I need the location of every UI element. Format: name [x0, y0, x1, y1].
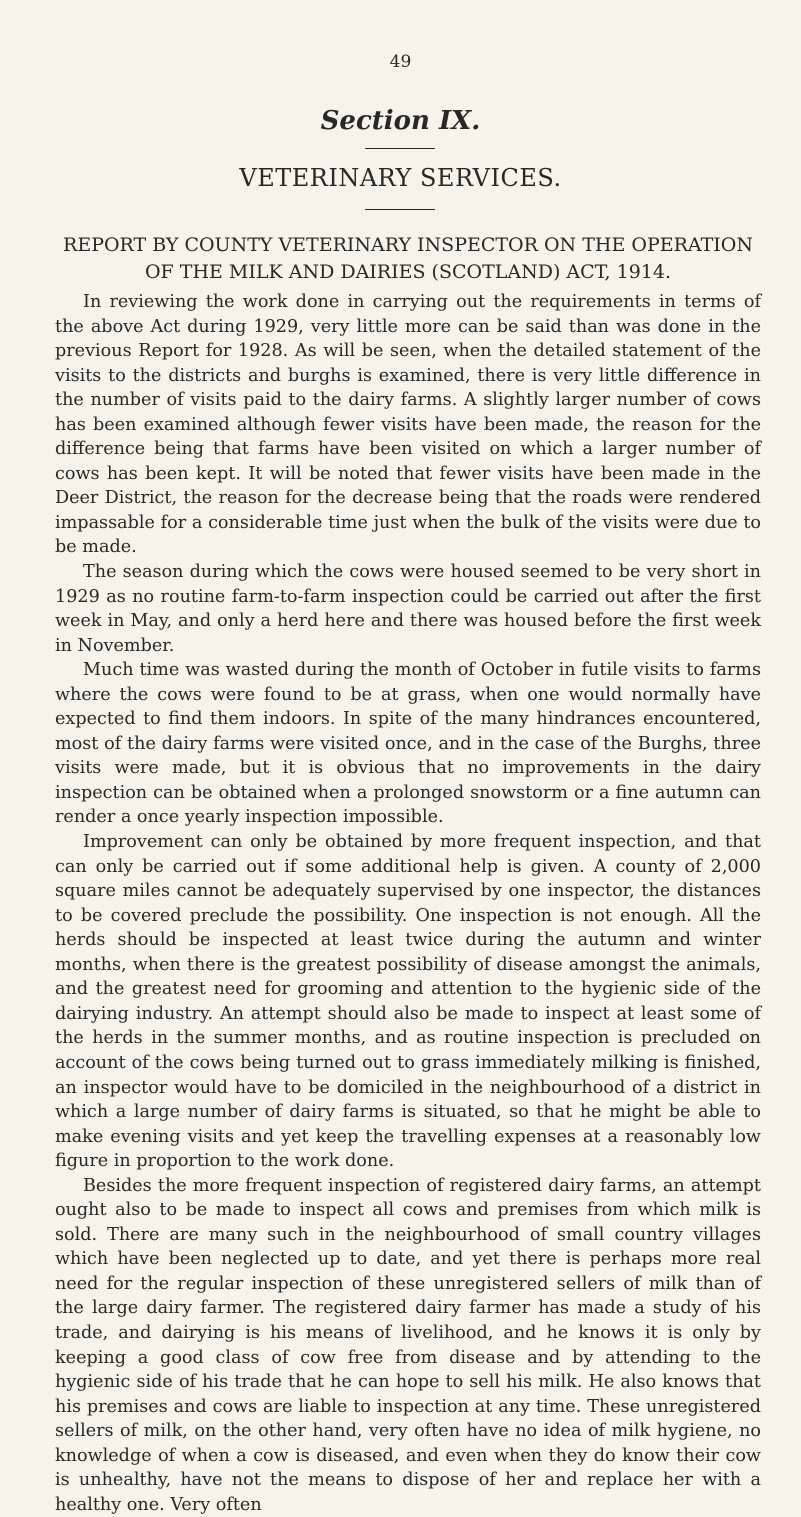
paragraph: Besides the more frequent inspection of registered dairy farms, an attempt ought also to be made to inspect all cows and premises from which milk is sold. There are many such in the neighbourhood of small country villages which have been neglected up to date, and yet there is perhaps more real need for the regular inspection of these unregistered sellers of milk than of the large dairy farmer. The registered dairy farmer has made a study of his trade, and dairying is his means of livelihood, and he knows it is only by keeping a good class of cow free from disease and by attending to the hygienic side of his trade that he can hope to sell his milk. He also knows that his premises and cows are liable to inspection at any time. These unregistered sellers of milk, on the other hand, very often have no idea of milk hygiene, no knowledge of when a cow is diseased, and even when they do know their cow is unhealthy, have not the means to dispose of her and replace her with a healthy one. Very often [55, 1175, 761, 1515]
divider-rule [365, 148, 435, 149]
paragraph: The season during which the cows were housed seemed to be very short in 1929 as no routine farm-to-farm inspection could be carried out after the first week in May, and only a herd here and there was housed before the first week in November. [55, 562, 761, 656]
paragraph: Improvement can only be obtained by more frequent inspection, and that can only be carried out if some additional help is given. A county of 2,000 square miles cannot be adequately supervised by one inspector, the distances to be covered preclude the possibility. One inspection is not enough. All the herds should be inspected at least twice during the autumn and winter months, when there is the greatest possibility of disease amongst the animals, and the greatest need for grooming and attention to the hygienic side of the dairying industry. An attempt should also be made to inspect at least some of the herds in the summer months, and as routine inspection is precluded on account of the cows being turned out to grass immediately milking is finished, an inspector would have to be domiciled in the neighbourhood of a district in which a large number of dairy farms is situated, so that he might be able to make evening visits and yet keep the travelling expenses at a reasonably low figure in proportion to the work done. [55, 832, 761, 1172]
report-heading-line: OF THE MILK AND DAIRIES (SCOTLAND) ACT, 1914. [144, 261, 672, 283]
body-text [55, 290, 761, 1517]
main-title: VETERINARY SERVICES. [239, 164, 562, 192]
paragraph: Much time was wasted during the month of October in futile visits to farms where the cows were found to be at grass, when one would normally have expected to find them indoors. In spite of the many hindrances encountered, most of the dairy farms were visited once, and in the case of the Burghs, three visits were made, but it is obvious that no improvements in the dairy inspection can be obtained when a prolonged snowstorm or a fine autumn can render a once yearly inspection impossible. [55, 660, 761, 828]
page-number: 49 [389, 52, 412, 72]
report-heading [55, 232, 761, 286]
report-heading-line: REPORT BY COUNTY VETERINARY INSPECTOR ON THE OPERATION [63, 234, 753, 256]
divider-rule [365, 209, 435, 210]
paragraph: In reviewing the work done in carrying out the requirements in terms of the above Act during 1929, very little more can be said than was done in the previous Report for 1928. As will be seen, when the detailed statement of the visits to the districts and burghs is examined, there is very little difference in the number of visits paid to the dairy farms. A slightly larger number of cows has been examined although fewer visits have been made, the reason for the difference being that farms have been visited on which a larger number of cows has been kept. It will be noted that fewer visits have been made in the Deer District, the reason for the decrease being that the roads were rendered impassable for a considerable time just when the bulk of the visits were due to be made. [55, 292, 761, 558]
section-label: Section IX. [320, 106, 481, 136]
